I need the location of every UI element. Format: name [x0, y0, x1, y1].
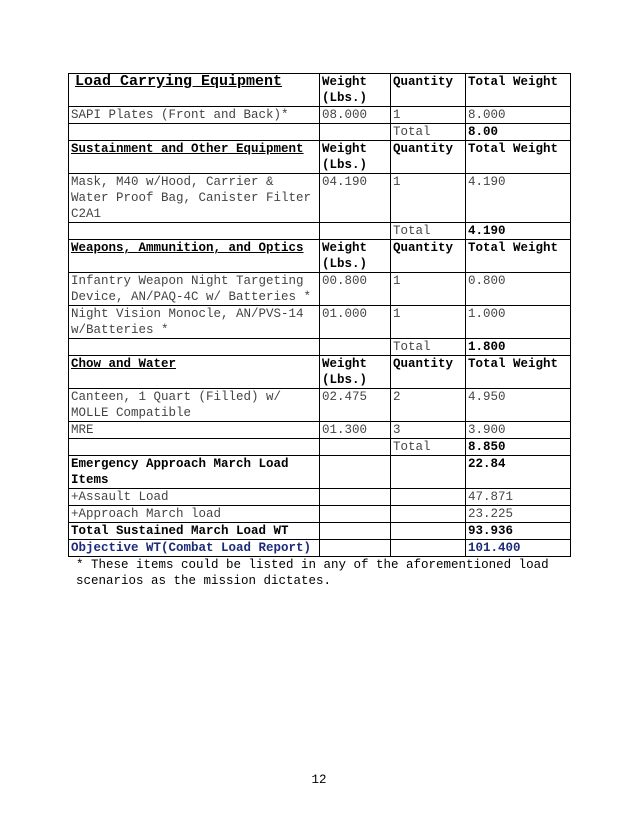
total-row [69, 339, 571, 356]
item-name: MRE [69, 422, 320, 439]
total-value: 8.850 [466, 439, 571, 456]
total-label: Total [391, 439, 466, 456]
emergency-label: Emergency Approach March Load Items [69, 456, 320, 489]
item-total: 0.800 [466, 273, 571, 306]
column-header-quantity: Quantity [391, 74, 466, 107]
total-row [69, 124, 571, 141]
summary-row [69, 506, 571, 523]
assault-label: +Assault Load [69, 489, 320, 506]
sustained-value: 93.936 [466, 523, 571, 540]
table-row [69, 174, 571, 223]
item-total: 8.000 [466, 107, 571, 124]
column-header-quantity: Quantity [391, 141, 466, 174]
table-row [69, 273, 571, 306]
item-weight: 00.800 [320, 273, 391, 306]
item-weight: 01.300 [320, 422, 391, 439]
item-name: Mask, M40 w/Hood, Carrier & Water Proof Bag, Canister Filter C2A1 [69, 174, 320, 223]
objective-label: Objective WT(Combat Load Report) [69, 540, 320, 557]
column-header-weight: Weight (Lbs.) [320, 141, 391, 174]
column-header-total-weight: Total Weight [466, 74, 571, 107]
column-header-quantity: Quantity [391, 356, 466, 389]
total-row [69, 223, 571, 240]
column-header-weight: Weight (Lbs.) [320, 74, 391, 107]
column-header-weight: Weight (Lbs.) [320, 240, 391, 273]
item-total: 3.900 [466, 422, 571, 439]
table-row [69, 422, 571, 439]
item-name: SAPI Plates (Front and Back)* [69, 107, 320, 124]
item-name: Canteen, 1 Quart (Filled) w/ MOLLE Compatible [69, 389, 320, 422]
sustained-label: Total Sustained March Load WT [69, 523, 320, 540]
section-title: Chow and Water [69, 356, 320, 389]
summary-row [69, 540, 571, 557]
item-quantity: 1 [391, 174, 466, 223]
assault-value: 47.871 [466, 489, 571, 506]
section-header-row [69, 240, 571, 273]
column-header-quantity: Quantity [391, 240, 466, 273]
item-weight: 08.000 [320, 107, 391, 124]
total-value: 8.00 [466, 124, 571, 141]
item-total: 4.950 [466, 389, 571, 422]
summary-row [69, 456, 571, 489]
item-quantity: 1 [391, 306, 466, 339]
item-weight: 01.000 [320, 306, 391, 339]
objective-value: 101.400 [466, 540, 571, 557]
item-quantity: 1 [391, 273, 466, 306]
item-weight: 02.475 [320, 389, 391, 422]
item-total: 4.190 [466, 174, 571, 223]
item-weight: 04.190 [320, 174, 391, 223]
item-quantity: 1 [391, 107, 466, 124]
section-title: Weapons, Ammunition, and Optics [69, 240, 320, 273]
column-header-total-weight: Total Weight [466, 240, 571, 273]
section-header-row [69, 356, 571, 389]
table-row [69, 389, 571, 422]
item-name: Night Vision Monocle, AN/PVS-14 w/Batteries * [69, 306, 320, 339]
approach-value: 23.225 [466, 506, 571, 523]
emergency-value: 22.84 [466, 456, 571, 489]
total-value: 1.800 [466, 339, 571, 356]
column-header-total-weight: Total Weight [466, 141, 571, 174]
load-table [68, 73, 571, 557]
column-header-total-weight: Total Weight [466, 356, 571, 389]
column-header-weight: Weight (Lbs.) [320, 356, 391, 389]
item-quantity: 3 [391, 422, 466, 439]
section-title: Load Carrying Equipment [75, 73, 283, 90]
approach-label: +Approach March load [69, 506, 320, 523]
item-total: 1.000 [466, 306, 571, 339]
table-row [69, 306, 571, 339]
table-row [69, 107, 571, 124]
total-label: Total [391, 339, 466, 356]
section-header-row [69, 141, 571, 174]
total-value: 4.190 [466, 223, 571, 240]
page-number: 12 [311, 773, 327, 787]
total-label: Total [391, 124, 466, 141]
total-row [69, 439, 571, 456]
total-label: Total [391, 223, 466, 240]
section-header-row [69, 74, 571, 107]
item-quantity: 2 [391, 389, 466, 422]
summary-row [69, 523, 571, 540]
section-title: Sustainment and Other Equipment [69, 141, 320, 174]
item-name: Infantry Weapon Night Targeting Device, AN/PAQ-4C w/ Batteries * [69, 273, 320, 306]
footnote: * These items could be listed in any of the aforementioned load scenarios as the mission dictates. [76, 558, 549, 588]
summary-row [69, 489, 571, 506]
